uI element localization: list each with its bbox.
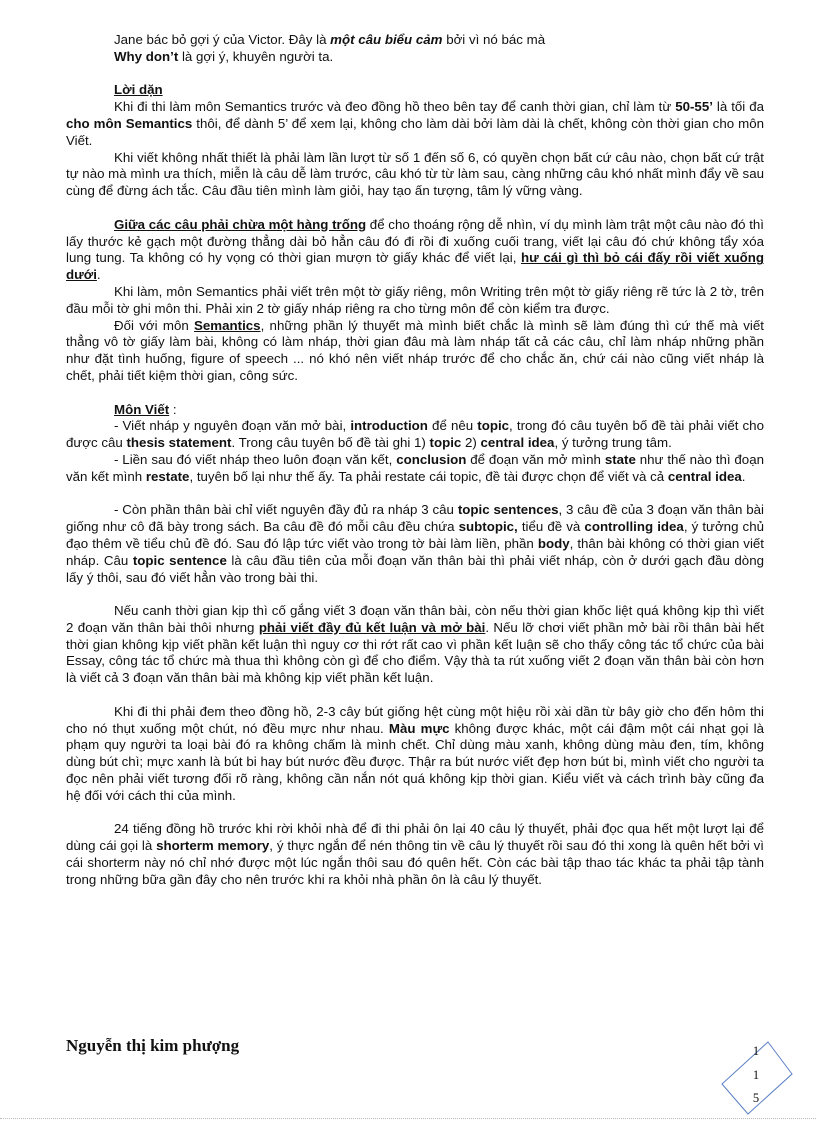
- paragraph: Khi viết không nhất thiết là phải làm lần lượt từ số 1 đến số 6, có quyền chọn bất cứ câu nào, chọn bất cứ trật tự nào mà mình ưa thích, miễn là câu dễ làm trước, câu khó từ từ làm sau, càng những câu khó nhất mình đẩy về sau cùng để đừng ách tắc. Câu đầu tiên mình làm giỏi, hay tạo ấn tượng, tâm lý vững vàng.: [66, 149, 764, 199]
- paragraph: 24 tiếng đồng hồ trước khi rời khỏi nhà để đi thi phải ôn lại 40 câu lý thuyết, phải đọc qua hết một lượt lại để dùng cái gọi là shorterm memory, ý thực ngắn để nén thông tin về câu lý thuyết rồi sau đó thi xong là quên hết bởi vì cái shorterm này nó chỉ nhớ được một lúc ngắn thôi sau đó quên hết. Còn các bài tập thao tác khác ta phải tập tành trong những bữa gần đây cho nên trước khi ra khỏi nhà phần ôn là câu lý thuyết.: [66, 821, 765, 887]
- page-bottom-divider: [0, 1118, 816, 1119]
- section-heading-loi-dan: Lời dặn: [114, 82, 163, 98]
- page-number-badge: [718, 1040, 798, 1116]
- page-number-digit: 1: [752, 1044, 760, 1058]
- paragraph: - Liền sau đó viết nháp theo luôn đoạn văn kết, conclusion để đoạn văn mở mình state như thế nào thì đoạn văn kết mình restate, tuyên bố lại như thế ấy. Ta phải restate cái topic, đề tài được chọn để viết và cả central idea.: [66, 451, 764, 484]
- paragraph: Khi làm, môn Semantics phải viết trên một tờ giấy riêng, môn Writing trên một tờ giấy riêng rẽ tức là 2 tờ, trên đầu mỗi tờ ghi môn thi. Phải xin 2 tờ giấy nháp riêng ra cho từng môn để còn kiểm tra được.: [66, 283, 764, 316]
- paragraph: - Viết nháp y nguyên đoạn văn mở bài, introduction để nêu topic, trong đó câu tuyên bố đề tài phải viết cho được câu thesis statement. Trong câu tuyên bố đề tài ghi 1) topic 2) central idea, ý tưởng trung tâm.: [66, 418, 764, 451]
- paragraph: Khi đi thi làm môn Semantics trước và đeo đồng hồ theo bên tay để canh thời gian, chỉ làm từ 50-55’ là tối đa cho môn Semantics thôi, để dành 5’ để xem lại, không cho làm dài bởi làm dài là chết, không còn thời gian cho môn Viết.: [66, 99, 764, 148]
- page-number-digit: 5: [752, 1091, 760, 1105]
- intro-line-1: Jane bác bỏ gợi ý của Victor. Đây là một câu biểu cảm bởi vì nó bác mà: [114, 32, 546, 47]
- document-body: [66, 32, 764, 889]
- paragraph: Khi đi thi phải đem theo đồng hồ, 2-3 cây bút giống hệt cùng một hiệu rồi xài dần từ bây giờ cho đến hôm thi cho nó thụt xuống một chút, nó đều mực như nhau. Màu mực không được khác, một cái đậm một cái nhạt gọi là phạm quy người ta loại bài đó ra không chấm là mình chết. Chỉ dùng màu xanh, không dùng màu đen, tím, không dùng bút chì; mực xanh là bút bi hay bút nước đều được. Thậr ra bút nước viết đẹp hơn bút bi, mình viết cho người ta đọc nên phải viết tương đối rõ ràng, không cần nắn nót quá không kịp thời gian. Kiểu viết và cách trình bày cũng đa hệ đối với cách thi của mình.: [66, 703, 764, 803]
- paragraph: Giữa các câu phải chừa một hàng trống để cho thoáng rộng dễ nhìn, ví dụ mình làm trật một câu nào đó thì lấy thước kẻ gạch một đường thẳng dài bỏ hẳn câu đó đi rồi đi xuống cuối trang, viết lại câu đó chứ không tẩy xóa lung tung. Ta không có hy vọng có thời gian mượn tờ giấy khác để viết lại, hư cái gì thì bỏ cái đấy rồi viết xuống dưới.: [66, 216, 764, 283]
- intro-line-2: Why don’t là gợi ý, khuyên người ta.: [114, 48, 334, 64]
- author-signature: Nguyễn thị kim phượng: [66, 1036, 240, 1055]
- paragraph: Đối với môn Semantics, những phần lý thuyết mà mình biết chắc là mình sẽ làm đúng thì cứ thế mà viết thẳng vô tờ giấy làm bài, không có làm nháp, thời gian đâu mà làm nháp tất cả các câu, chỉ làm nháp những phần như đặt tình huống, figure of speech ... nó khó nên viết nháp trước để cho chắc ăn, chứ cái nào cũng viết nháp là chết, phải tiết kiệm thời gian, công sức.: [66, 317, 764, 383]
- section-heading-mon-viet: Môn Viết :: [114, 401, 177, 417]
- page-number-digit: 1: [752, 1068, 760, 1082]
- paragraph: - Còn phần thân bài chỉ viết nguyên đầy đủ ra nháp 3 câu topic sentences, 3 câu đề của 3 đoạn văn thân bài giống như cô đã bày trong sách. Ba câu đề đó mỗi câu đều chứa subtopic, tiểu đề và controlling idea, ý tưởng chủ đạo thêm về tiểu chủ đề đó. Sau đó lập tức viết vào trong tờ bài làm liền, phần body, thân bài không có thời gian viết nháp. Câu topic sentence là câu đầu tiên của mỗi đoạn văn thân bài thì phải viết nháp, còn ở dưới gạch đầu dòng lấy ý thôi, sau đó viết hẳn vào trong bài thi.: [66, 502, 765, 585]
- paragraph: Nếu canh thời gian kịp thì cố gắng viết 3 đoạn văn thân bài, còn nếu thời gian khốc liệt quá không kịp thì viết 2 đoạn văn thân bài thôi nhưng phải viết đầy đủ kết luận và mở bài. Nếu lỡ chơi viết phần mở bài rồi thân bài hết thời gian không kịp viết phần kết luận thì nguy cơ thi rớt rất cao vì phần kết luận sẽ cho thấy công tác tổ chức của bài Essay, công tác tổ chức mà thua thì không còn gì để cho điểm. Vậy thà ta rút xuống viết 2 đoạn văn thân bài còn hơn là viết cả 3 đoạn văn thân bài mà không kịp viết phần kết luận.: [66, 603, 764, 686]
